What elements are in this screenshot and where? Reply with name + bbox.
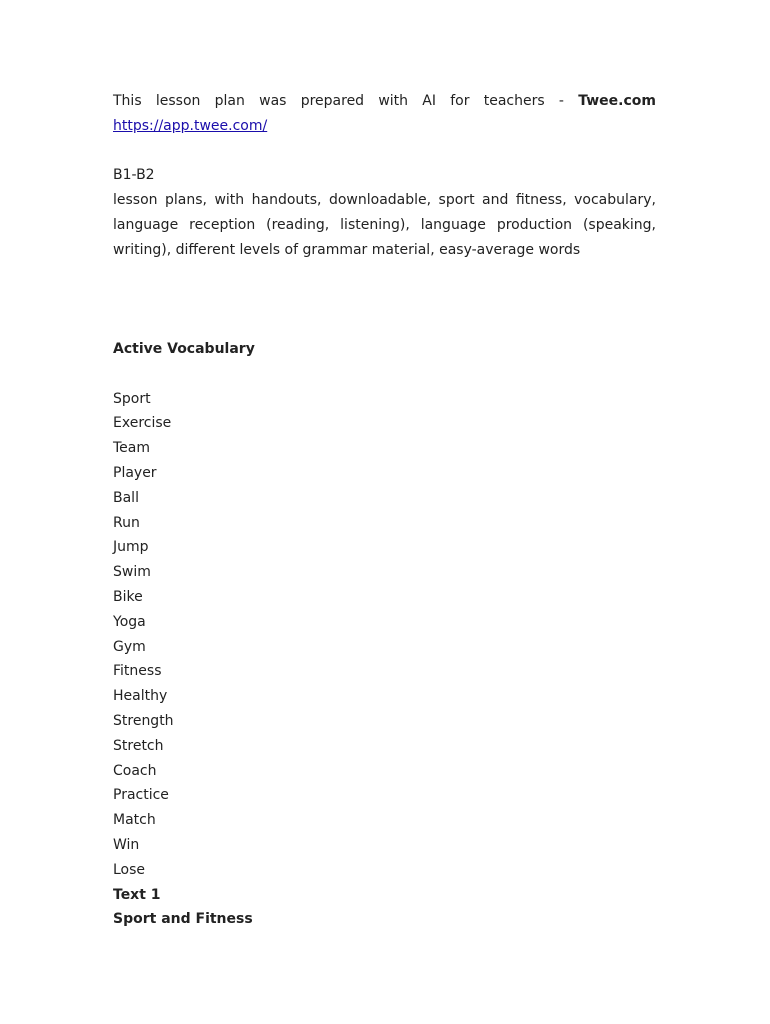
vocab-word: Sport	[113, 390, 151, 407]
vocab-word: Match	[113, 812, 156, 829]
vocab-word: Gym	[113, 638, 146, 655]
vocab-word: Stretch	[113, 737, 164, 754]
vocab-word: Bike	[113, 588, 143, 605]
vocabulary-heading: Active Vocabulary	[113, 340, 255, 357]
brand-name: Twee.com	[578, 93, 656, 109]
intro-text: This lesson plan was prepared with AI for teachers -	[113, 93, 579, 109]
intro-link-line	[113, 114, 656, 139]
vocab-word: Win	[113, 836, 140, 853]
vocab-word: Coach	[113, 762, 157, 779]
vocab-word: Yoga	[113, 613, 146, 630]
vocab-word: Strength	[113, 712, 174, 729]
level-label: B1-B2	[113, 167, 155, 184]
vocabulary-list	[113, 387, 656, 883]
document-page	[113, 89, 656, 932]
vocab-word: Lose	[113, 861, 146, 878]
text-section-title: Sport and Fitness	[113, 911, 253, 928]
vocab-word: Jump	[113, 539, 149, 556]
intro-line	[113, 89, 656, 114]
vocab-word: Ball	[113, 489, 139, 506]
description-paragraph: lesson plans, with handouts, downloadable, sport and fitness, vocabulary, language reception (reading, listening), language production (speaking, writing), different levels of grammar material, easy-average words	[113, 192, 656, 258]
vocab-word: Fitness	[113, 663, 162, 680]
vocab-word: Team	[113, 440, 151, 457]
spacer	[113, 139, 656, 164]
vocab-word: Swim	[113, 564, 151, 581]
vocab-word: Practice	[113, 787, 169, 804]
spacer	[113, 263, 656, 288]
text-section-label: Text 1	[113, 886, 161, 903]
vocab-word: Exercise	[113, 415, 172, 432]
spacer	[113, 312, 656, 337]
vocab-word: Healthy	[113, 688, 168, 705]
twee-link[interactable]: https://app.twee.com/	[113, 117, 268, 134]
vocab-word: Player	[113, 464, 157, 481]
spacer	[113, 362, 656, 387]
spacer	[113, 287, 656, 312]
vocab-word: Run	[113, 514, 140, 531]
